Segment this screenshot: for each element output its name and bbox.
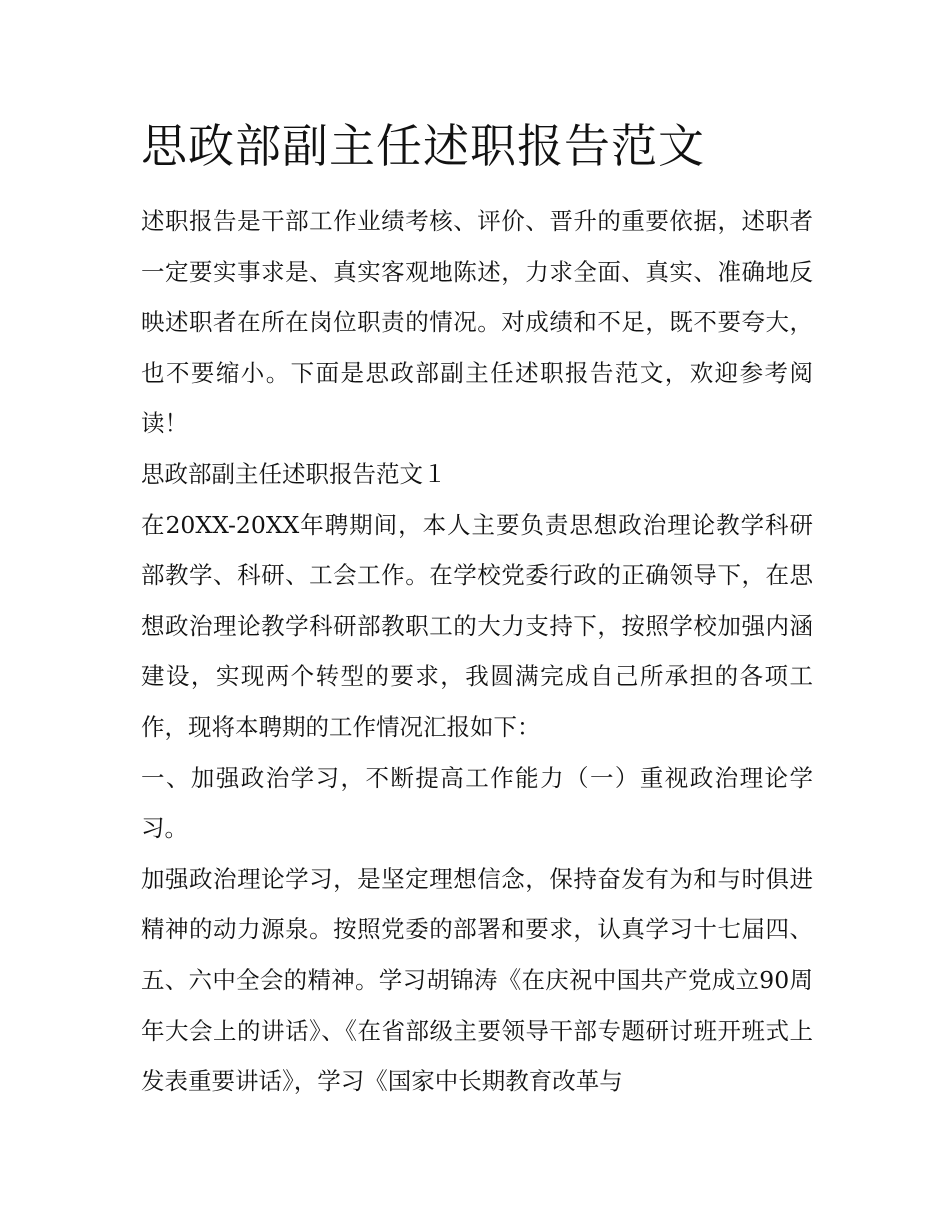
body-paragraph-1: 在20XX-20XX年聘期间，本人主要负责思想政治理论教学科研部教学、科研、工会工作。在学校党委行政的正确领导下，在思想政治理论教学科研部教职工的大力支持下，按照学校加强内涵建设，实现两个转型的要求，我圆满完成自己所承担的各项工作，现将本聘期的工作情况汇报如下：: [141, 510, 813, 741]
body-paragraph-2: 加强政治理论学习，是坚定理想信念，保持奋发有为和与时俱进精神的动力源泉。按照党委的部署和要求，认真学习十七届四、五、六中全会的精神。学习胡锦涛《在庆祝中国共产党成立90周年大会上的讲话》、《在省部级主要领导干部专题研讨班开班式上发表重要讲话》，学习《国家中长期教育改革与: [141, 864, 813, 1096]
intro-paragraph: 述职报告是干部工作业绩考核、评价、晋升的重要依据，述职者一定要实事求是、真实客观地陈述，力求全面、真实、准确地反映述职者在所在岗位职责的情况。对成绩和不足，既不要夸大，也不要缩小。下面是思政部副主任述职报告范文，欢迎参考阅读！: [141, 207, 813, 438]
document-title: 思政部副主任述职报告范文: [141, 119, 705, 173]
section-heading-1: 一、加强政治学习，不断提高工作能力（一）重视政治理论学习。: [141, 763, 813, 843]
document-body: [141, 110, 813, 1107]
section-title: 思政部副主任述职报告范文１: [141, 459, 447, 488]
